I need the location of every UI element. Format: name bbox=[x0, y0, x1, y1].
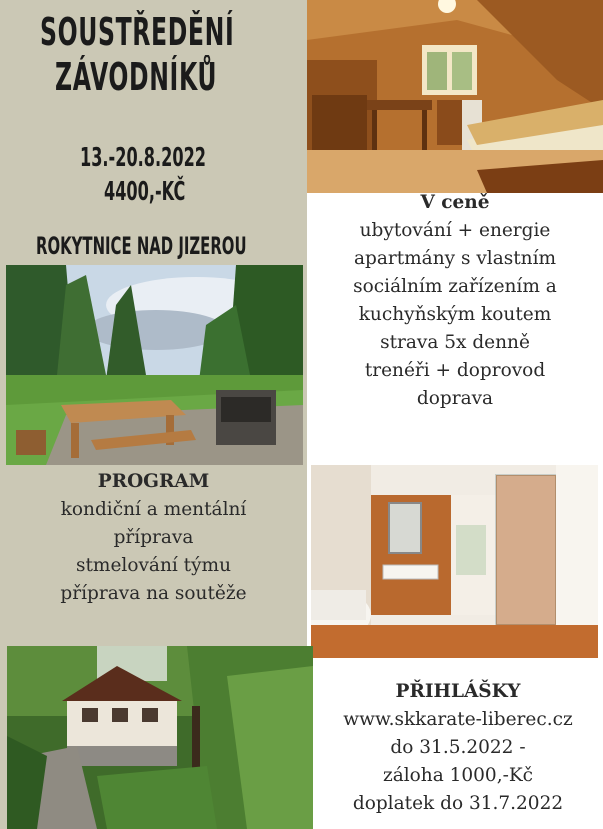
program-line: kondiční a mentální bbox=[60, 499, 247, 520]
program-line: příprava na soutěže bbox=[60, 583, 247, 604]
program-heading: PROGRAM bbox=[97, 471, 210, 492]
title-line-1: SOUSTŘEDĚNÍ bbox=[40, 10, 235, 54]
included-line: trenéři + doprovod bbox=[364, 360, 546, 381]
included-line: kuchyňským koutem bbox=[358, 304, 552, 325]
outdoor-seating-photo bbox=[6, 265, 303, 465]
included-line: apartmány s vlastním bbox=[353, 248, 557, 269]
event-dates: 13.-20.8.2022 bbox=[80, 143, 207, 173]
event-price: 4400,-KČ bbox=[104, 177, 186, 207]
event-location: ROKYTNICE NAD JIZEROU bbox=[36, 232, 247, 260]
included-line: sociálním zařízením a bbox=[353, 276, 557, 297]
registration-deadline: do 31.5.2022 - bbox=[390, 737, 526, 758]
registration-section bbox=[313, 678, 603, 818]
registration-heading: PŘIHLÁŠKY bbox=[395, 681, 521, 702]
included-heading: V ceně bbox=[420, 192, 490, 213]
program-section bbox=[0, 468, 307, 608]
included-line: strava 5x denně bbox=[380, 332, 530, 353]
included-line: ubytování + energie bbox=[359, 220, 551, 241]
bathroom-photo bbox=[311, 465, 598, 658]
cottage-photo bbox=[7, 646, 313, 829]
included-line: doprava bbox=[416, 388, 494, 409]
registration-balance: doplatek do 31.7.2022 bbox=[352, 793, 564, 814]
registration-deposit: záloha 1000,-Kč bbox=[382, 765, 534, 786]
bedroom-photo bbox=[307, 0, 603, 193]
program-line: příprava bbox=[113, 527, 194, 548]
registration-website: www.skkarate-liberec.cz bbox=[343, 709, 573, 730]
included-section bbox=[307, 189, 603, 413]
title-line-2: ZÁVODNÍKŮ bbox=[55, 55, 218, 99]
program-line: stmelování týmu bbox=[75, 555, 231, 576]
